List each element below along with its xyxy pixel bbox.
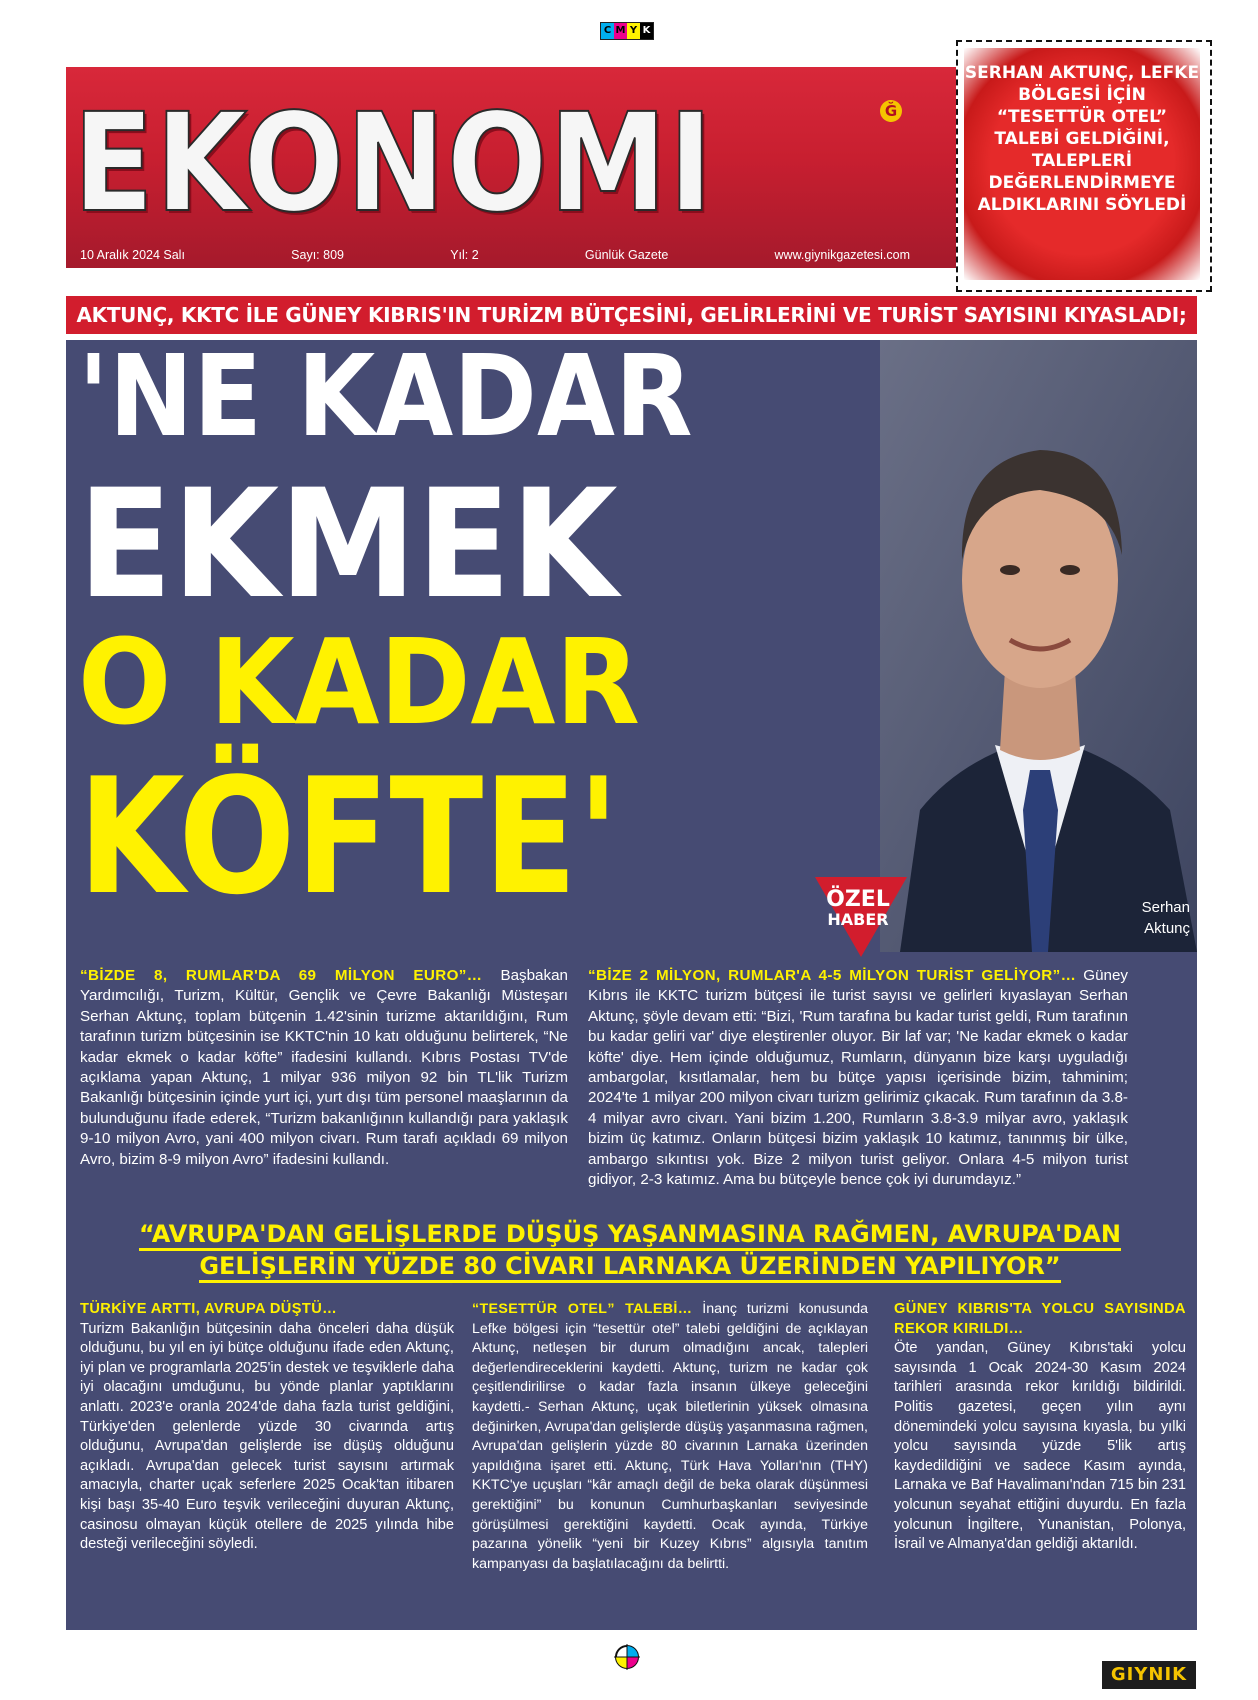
headline-line-4: KÖFTE' [78,743,620,930]
article-column-4 [472,1300,868,1574]
pull-quote-line1: “AVRUPA'DAN GELİŞLERDE DÜŞÜŞ YAŞANMASINA RAĞMEN, AVRUPA'DAN [139,1220,1121,1251]
article-column-1 [80,966,568,1170]
article-column-2 [588,966,1128,1190]
cmyk-marker [600,22,654,40]
sidebox-text: SERHAN AKTUNÇ, LEFKE BÖLGESİ İÇİN “TESETTÜR OTEL” TALEBİ GELDİĞİNİ, TALEPLERİ DEĞERLENDİRMEYE ALDIKLARINI SÖYLEDİ [964,63,1200,215]
strap-headline: AKTUNÇ, KKTC İLE GÜNEY KIBRIS'IN TURİZM BÜTÇESİNİ, GELİRLERİNİ VE TURİST SAYISINI KIYASLADI; [66,296,1197,334]
column-3-lead: TÜRKİYE ARTTI, AVRUPA DÜŞTÜ… [80,1301,338,1317]
website-link[interactable]: www.giynikgazetesi.com [774,248,910,262]
pull-quote [80,1218,1180,1282]
article-column-5 [894,1300,1186,1555]
cmyk-m: M [614,23,627,39]
issue-info-bar [80,248,910,266]
column-4-lead: “TESETTÜR OTEL” TALEBİ… [472,1301,693,1317]
masthead-g-badge: Ğ [880,100,902,122]
column-3-body: Turizm Bakanlığın bütçesinin daha önceleri daha düşük olduğunu, bu yıl en iyi bütçe olduğunu ifade eden Aktunç, iyi plan ve programlarla 2025'in destek ve teşviklerle daha iyi olacağını umduğunu, bu yönde planlar yaptıklarını anlattı. 2023'e oranla 2024'de daha fazla turist geldiğini, Türkiye'den gelenlerde yüzde 30 civarında artış olduğunu, Avrupa'dan gelişlerde ise düşüş olduğunu açıkladı. Avrupa'dan gelecek turist sayısını artırmak amacıyla, charter uçak seferlere 2025 Ocak'tan itibaren kişi başı 35-40 Euro teşvik verileceğini duyuran Aktunç, casinosu olmayan küçük otellere de 2025 yılında hibe desteği verileceğini söyledi. [80,1320,454,1553]
headline-line-2: EKMEK [78,458,618,632]
ozel-haber-line1: ÖZEL [826,887,890,912]
cmyk-y: Y [627,23,640,39]
ozel-haber-line2: HABER [827,910,889,929]
issue-year: Yıl: 2 [450,248,479,262]
column-2-body: Güney Kıbrıs ile KKTC turizm bütçesi ile turist sayısı ve gelirleri kıyaslayan Serhan Aktunç, şöyle devam etti: “Bizi, 'Rum tarafına bu kadar turist geldi, Rum tarafının bu kadar geliri var' diye eleştirenler oluyor. Bir laf var; 'Ne kadar ekmek o kadar köfte' diye. Hem içinde olduğumuz, Rumların, dünyanın bize karşı uyguladığı ambargolar, kısıtlamalar, hem bu bütçe yapısı içerisinde bizim, tahminim; 2024'te 1 milyar 200 milyon civarı turizm gelirimiz çıkacak. Rum tarafının da 3.8-4 milyar avro civarı. Yani bizim 1.200, Rumların 3.8-3.9 milyar avro, yaklaşık bizim üç katımız. Onların bütçesi bizim yaklaşık 10 katımız, tanınmış bir ülke, ambargo sıkıntısı yok. Bize 2 milyon turist geliyor. Onlara 4-5 milyon turist gidiyor, 2-3 katımız. Ama bu bütçeyle bence çok iyi durumdayız.” [588,967,1128,1189]
photo-caption [1110,897,1190,939]
issue-number: Sayı: 809 [291,248,344,262]
footer-logo: GIYNIK [1102,1661,1196,1689]
cmyk-c: C [601,23,614,39]
masthead-title: EKONOMI [73,85,715,243]
column-1-body: Başbakan Yardımcılığı, Turizm, Kültür, Gençlik ve Çevre Bakanlığı Müsteşarı Serhan Aktunç, toplam bütçenin 1.42'sinin turizme aktarıldığını, Rum tarafının turizm bütçesinin ise KKTC'nin 10 katı olduğunu belirterek, “Ne kadar ekmek o kadar köfte” ifadesini kullandı. Kıbrıs Postası TV'de açıklama yapan Aktunç, 1 milyar 936 milyon 92 bin TL'lik Turizm Bakanlığı bütçesinin içinde yurt içi, yurt dışı tüm personel maaşlarının da bulunduğunu ifade ederek, “Turizm bakanlığının kullandığı para yaklaşık 9-10 milyon Avro, yani 400 milyon civarı. Rum tarafı açıkladı 69 milyon Avro, bizim 8-9 milyon Avro” ifadesini kullandı. [80,967,568,1168]
column-5-body: Öte yandan, Güney Kıbrıs'taki yolcu sayısında 1 Ocak 2024-30 Kasım 2024 tarihleri arasında rekor kırıldığı bildirildi. Politis gazetesi, geçen yılın aynı dönemindeki yolcu sayısına kıyasla, bu yılki yolcu sayısında yüzde 5'lik artış kaydedildiğini ve sadece Kasım ayında, Larnaka ve Baf Havalimanı'ndan 715 bin 231 yolcunun seyahat ettiğini duyurdu. En fazla yolcunun İngiltere, Yunanistan, Polonya, İsrail ve Almanya'dan geldiği aktarıldı. [894,1340,1186,1553]
column-4-body: İnanç turizmi konusunda Lefke bölgesi için “tesettür otel” talebi geldiğini de açıklayan Aktunç, netleşen bir durum olmadığını ancak, talepleri değerlendireceklerini kaydetti. Aktunç, turizm ne kadar çok çeşitlendirilirse o kadar fazla insanın ülkeye geleceğini kaydetti.- Serhan Aktunç, uçak biletlerinin yüksek olmasına değinirken, Avrupa'dan gelişlerde düşüş yaşanmasına rağmen, Avrupa'dan gelişlerin yüzde 80 civarının Larnaka üzerinden yapıldığına işaret etti. Aktunç, Türk Hava Yolları'nın (THY) KKTC'ye uçuşları “kâr amaçlı değil de beka olarak düşünmesi gerektiğini” bu konunun Cumhurbaşkanları seviyesinde görüşülmesi gerektiğini kaydetti. Ocak ayında, Türkiye pazarına yönelik “yeni bir Kuzey Kıbrıs” algısıyla tanıtım kampanyası da başlatılacağını da belirtti. [472,1301,868,1572]
cmyk-k: K [640,23,653,39]
article-column-3 [80,1300,454,1555]
pull-quote-line2: GELİŞLERİN YÜZDE 80 CİVARI LARNAKA ÜZERİNDEN YAPILIYOR” [199,1252,1060,1283]
column-5-lead: GÜNEY KIBRIS'TA YOLCU SAYISINDA REKOR KIRILDI… [894,1301,1186,1337]
registration-mark-icon [614,1644,640,1670]
column-2-lead: “BİZE 2 MİLYON, RUMLAR'A 4-5 MİLYON TURİST GELİYOR”… [588,967,1077,984]
portrait-illustration [880,340,1197,952]
column-1-lead: “BİZDE 8, RUMLAR'DA 69 MİLYON EURO”… [80,967,483,984]
headline-line-3: O KADAR [78,613,640,751]
portrait-photo [880,340,1197,952]
headline-line-1: 'NE KADAR [78,332,693,462]
issue-date: 10 Aralık 2024 Salı [80,248,185,262]
photo-caption-line1: Serhan [1141,899,1190,916]
photo-caption-line2: Aktunç [1144,920,1190,937]
paper-type: Günlük Gazete [584,248,669,262]
